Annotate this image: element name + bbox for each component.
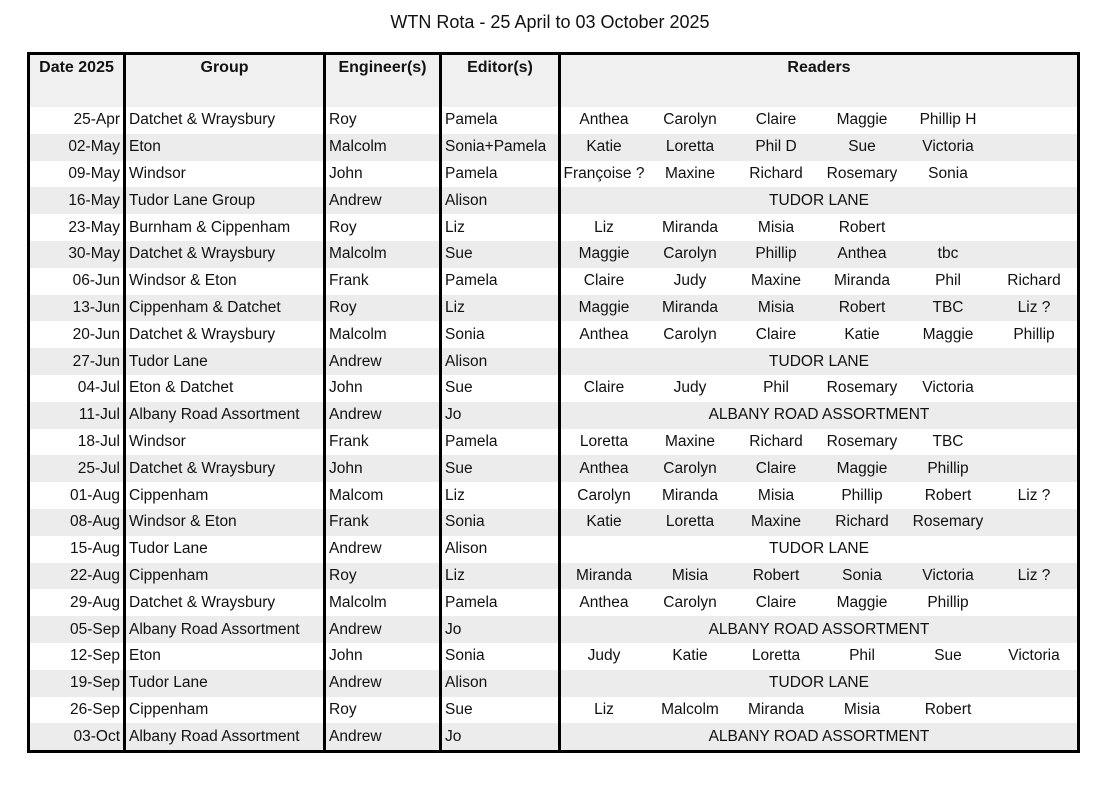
reader-cell <box>991 134 1079 161</box>
table-row <box>29 161 1079 188</box>
reader-cell: Carolyn <box>647 321 733 348</box>
editor-cell: Liz <box>441 214 560 241</box>
reader-cell: Loretta <box>647 134 733 161</box>
editor-cell: Sue <box>441 697 560 724</box>
group-cell: Albany Road Assortment <box>125 616 325 643</box>
page-title: WTN Rota - 25 April to 03 October 2025 <box>390 12 710 32</box>
reader-cell: Misia <box>733 214 819 241</box>
date-cell: 23-May <box>29 214 125 241</box>
engineer-cell: John <box>325 161 441 188</box>
engineer-cell: Andrew <box>325 402 441 429</box>
reader-cell: Katie <box>560 509 648 536</box>
group-cell: Cippenham & Datchet <box>125 295 325 322</box>
reader-cell: Carolyn <box>647 107 733 134</box>
group-cell: Cippenham <box>125 563 325 590</box>
editor-cell: Liz <box>441 482 560 509</box>
table-row <box>29 670 1079 697</box>
reader-cell: Maxine <box>647 429 733 456</box>
date-cell: 04-Jul <box>29 375 125 402</box>
engineer-cell: Malcolm <box>325 589 441 616</box>
date-cell: 15-Aug <box>29 536 125 563</box>
engineer-cell: Frank <box>325 429 441 456</box>
reader-cell <box>991 429 1079 456</box>
group-cell: Eton <box>125 134 325 161</box>
reader-cell: Phillip <box>991 321 1079 348</box>
reader-cell: Anthea <box>560 589 648 616</box>
header-editor: Editor(s) <box>441 54 560 108</box>
engineer-cell: Andrew <box>325 670 441 697</box>
reader-cell: Maggie <box>560 295 648 322</box>
reader-cell: Maggie <box>819 589 905 616</box>
date-cell: 09-May <box>29 161 125 188</box>
engineer-cell: Roy <box>325 214 441 241</box>
reader-cell: tbc <box>905 241 991 268</box>
reader-cell <box>991 697 1079 724</box>
reader-cell: Richard <box>733 429 819 456</box>
reader-cell: Loretta <box>560 429 648 456</box>
reader-cell <box>991 589 1079 616</box>
group-cell: Burnham & Cippenham <box>125 214 325 241</box>
group-cell: Eton <box>125 643 325 670</box>
reader-cell: Richard <box>733 161 819 188</box>
reader-cell: Sue <box>819 134 905 161</box>
header-group: Group <box>125 54 325 108</box>
reader-cell: Phillip <box>905 455 991 482</box>
readers-note-cell: TUDOR LANE <box>560 348 1079 375</box>
reader-cell: Victoria <box>905 375 991 402</box>
table-row <box>29 589 1079 616</box>
reader-cell: Rosemary <box>905 509 991 536</box>
group-cell: Windsor & Eton <box>125 509 325 536</box>
date-cell: 16-May <box>29 187 125 214</box>
group-cell: Cippenham <box>125 482 325 509</box>
reader-cell: Phil <box>819 643 905 670</box>
date-cell: 12-Sep <box>29 643 125 670</box>
table-row <box>29 214 1079 241</box>
reader-cell: Rosemary <box>819 375 905 402</box>
engineer-cell: Roy <box>325 107 441 134</box>
reader-cell: Phillip <box>733 241 819 268</box>
engineer-cell: Andrew <box>325 723 441 751</box>
header-date: Date 2025 <box>29 54 125 108</box>
editor-cell: Pamela <box>441 268 560 295</box>
reader-cell: Anthea <box>560 107 648 134</box>
header-engineer: Engineer(s) <box>325 54 441 108</box>
date-cell: 29-Aug <box>29 589 125 616</box>
reader-cell: Miranda <box>647 482 733 509</box>
reader-cell: Miranda <box>647 214 733 241</box>
reader-cell: Victoria <box>905 134 991 161</box>
editor-cell: Jo <box>441 402 560 429</box>
reader-cell: Phillip <box>819 482 905 509</box>
reader-cell: Maxine <box>647 161 733 188</box>
table-row <box>29 402 1079 429</box>
engineer-cell: Roy <box>325 697 441 724</box>
date-cell: 01-Aug <box>29 482 125 509</box>
editor-cell: Pamela <box>441 589 560 616</box>
table-row <box>29 697 1079 724</box>
readers-note-cell: ALBANY ROAD ASSORTMENT <box>560 402 1079 429</box>
readers-note-cell: TUDOR LANE <box>560 670 1079 697</box>
editor-cell: Pamela <box>441 429 560 456</box>
rota-table <box>27 52 1080 753</box>
table-row <box>29 134 1079 161</box>
engineer-cell: Malcolm <box>325 134 441 161</box>
engineer-cell: Andrew <box>325 616 441 643</box>
group-cell: Datchet & Wraysbury <box>125 455 325 482</box>
reader-cell: Misia <box>819 697 905 724</box>
reader-cell: Sue <box>905 643 991 670</box>
engineer-cell: Andrew <box>325 536 441 563</box>
date-cell: 11-Jul <box>29 402 125 429</box>
reader-cell: Sonia <box>905 161 991 188</box>
engineer-cell: John <box>325 375 441 402</box>
reader-cell <box>991 375 1079 402</box>
table-row <box>29 321 1079 348</box>
readers-note-cell: ALBANY ROAD ASSORTMENT <box>560 616 1079 643</box>
reader-cell: Katie <box>647 643 733 670</box>
reader-cell: Carolyn <box>647 589 733 616</box>
editor-cell: Liz <box>441 563 560 590</box>
reader-cell: Claire <box>733 107 819 134</box>
date-cell: 02-May <box>29 134 125 161</box>
date-cell: 19-Sep <box>29 670 125 697</box>
reader-cell <box>991 455 1079 482</box>
editor-cell: Alison <box>441 187 560 214</box>
reader-cell: Loretta <box>733 643 819 670</box>
engineer-cell: Malcom <box>325 482 441 509</box>
reader-cell <box>991 509 1079 536</box>
reader-cell: Maggie <box>819 107 905 134</box>
reader-cell: Robert <box>819 295 905 322</box>
editor-cell: Alison <box>441 348 560 375</box>
editor-cell: Jo <box>441 616 560 643</box>
reader-cell: Liz ? <box>991 482 1079 509</box>
reader-cell: Maxine <box>733 268 819 295</box>
editor-cell: Pamela <box>441 161 560 188</box>
engineer-cell: Frank <box>325 509 441 536</box>
group-cell: Albany Road Assortment <box>125 402 325 429</box>
engineer-cell: Andrew <box>325 348 441 375</box>
table-row <box>29 455 1079 482</box>
group-cell: Albany Road Assortment <box>125 723 325 751</box>
readers-note-cell: TUDOR LANE <box>560 536 1079 563</box>
header-row <box>29 54 1079 108</box>
reader-cell: Anthea <box>560 455 648 482</box>
reader-cell: Victoria <box>905 563 991 590</box>
reader-cell: Robert <box>819 214 905 241</box>
reader-cell: Miranda <box>733 697 819 724</box>
table-row <box>29 429 1079 456</box>
reader-cell: Richard <box>991 268 1079 295</box>
group-cell: Datchet & Wraysbury <box>125 321 325 348</box>
reader-cell: Richard <box>819 509 905 536</box>
engineer-cell: Malcolm <box>325 241 441 268</box>
reader-cell <box>991 214 1079 241</box>
reader-cell: Phil D <box>733 134 819 161</box>
reader-cell: Miranda <box>647 295 733 322</box>
date-cell: 20-Jun <box>29 321 125 348</box>
reader-cell: Phil <box>905 268 991 295</box>
readers-note-cell: ALBANY ROAD ASSORTMENT <box>560 723 1079 751</box>
reader-cell: Liz ? <box>991 563 1079 590</box>
editor-cell: Alison <box>441 536 560 563</box>
editor-cell: Sonia <box>441 321 560 348</box>
date-cell: 08-Aug <box>29 509 125 536</box>
date-cell: 03-Oct <box>29 723 125 751</box>
reader-cell: Françoise ? <box>560 161 648 188</box>
engineer-cell: Roy <box>325 563 441 590</box>
group-cell: Cippenham <box>125 697 325 724</box>
engineer-cell: Frank <box>325 268 441 295</box>
reader-cell: Anthea <box>819 241 905 268</box>
table-row <box>29 295 1079 322</box>
editor-cell: Sue <box>441 455 560 482</box>
engineer-cell: John <box>325 643 441 670</box>
reader-cell: Rosemary <box>819 161 905 188</box>
group-cell: Datchet & Wraysbury <box>125 241 325 268</box>
engineer-cell: Roy <box>325 295 441 322</box>
reader-cell: Claire <box>733 589 819 616</box>
editor-cell: Sonia+Pamela <box>441 134 560 161</box>
reader-cell: Anthea <box>560 321 648 348</box>
engineer-cell: Malcolm <box>325 321 441 348</box>
reader-cell: Maggie <box>560 241 648 268</box>
reader-cell: Judy <box>647 268 733 295</box>
reader-cell: Maggie <box>819 455 905 482</box>
reader-cell <box>991 107 1079 134</box>
reader-cell: Katie <box>560 134 648 161</box>
reader-cell: Carolyn <box>647 241 733 268</box>
editor-cell: Sonia <box>441 643 560 670</box>
group-cell: Tudor Lane Group <box>125 187 325 214</box>
reader-cell: Phillip <box>905 589 991 616</box>
reader-cell: Claire <box>560 268 648 295</box>
editor-cell: Sue <box>441 375 560 402</box>
date-cell: 30-May <box>29 241 125 268</box>
group-cell: Windsor <box>125 429 325 456</box>
reader-cell: Maxine <box>733 509 819 536</box>
table-row <box>29 616 1079 643</box>
date-cell: 13-Jun <box>29 295 125 322</box>
engineer-cell: Andrew <box>325 187 441 214</box>
date-cell: 26-Sep <box>29 697 125 724</box>
reader-cell: Rosemary <box>819 429 905 456</box>
reader-cell: Judy <box>560 643 648 670</box>
reader-cell: Carolyn <box>647 455 733 482</box>
reader-cell: Claire <box>560 375 648 402</box>
group-cell: Tudor Lane <box>125 348 325 375</box>
reader-cell: Miranda <box>560 563 648 590</box>
table-row <box>29 643 1079 670</box>
group-cell: Datchet & Wraysbury <box>125 107 325 134</box>
reader-cell: Sonia <box>819 563 905 590</box>
group-cell: Tudor Lane <box>125 536 325 563</box>
reader-cell: Loretta <box>647 509 733 536</box>
header-readers: Readers <box>560 54 1079 108</box>
readers-note-cell: TUDOR LANE <box>560 187 1079 214</box>
reader-cell: Misia <box>733 482 819 509</box>
group-cell: Datchet & Wraysbury <box>125 589 325 616</box>
reader-cell: TBC <box>905 429 991 456</box>
date-cell: 06-Jun <box>29 268 125 295</box>
editor-cell: Pamela <box>441 107 560 134</box>
editor-cell: Sue <box>441 241 560 268</box>
table-row <box>29 241 1079 268</box>
reader-cell: Malcolm <box>647 697 733 724</box>
group-cell: Eton & Datchet <box>125 375 325 402</box>
reader-cell: Carolyn <box>560 482 648 509</box>
reader-cell: Robert <box>905 697 991 724</box>
date-cell: 05-Sep <box>29 616 125 643</box>
date-cell: 22-Aug <box>29 563 125 590</box>
reader-cell: Misia <box>733 295 819 322</box>
table-row <box>29 536 1079 563</box>
reader-cell: Phil <box>733 375 819 402</box>
table-row <box>29 482 1079 509</box>
reader-cell <box>991 161 1079 188</box>
reader-cell: Victoria <box>991 643 1079 670</box>
group-cell: Tudor Lane <box>125 670 325 697</box>
date-cell: 27-Jun <box>29 348 125 375</box>
reader-cell: Claire <box>733 321 819 348</box>
reader-cell: Katie <box>819 321 905 348</box>
editor-cell: Sonia <box>441 509 560 536</box>
table-row <box>29 723 1079 751</box>
reader-cell <box>991 241 1079 268</box>
reader-cell: TBC <box>905 295 991 322</box>
editor-cell: Alison <box>441 670 560 697</box>
reader-cell: Phillip H <box>905 107 991 134</box>
table-row <box>29 107 1079 134</box>
reader-cell: Miranda <box>819 268 905 295</box>
rota-body <box>29 107 1079 752</box>
date-cell: 18-Jul <box>29 429 125 456</box>
date-cell: 25-Apr <box>29 107 125 134</box>
reader-cell: Maggie <box>905 321 991 348</box>
reader-cell: Liz <box>560 697 648 724</box>
reader-cell: Robert <box>905 482 991 509</box>
table-row <box>29 187 1079 214</box>
table-row <box>29 375 1079 402</box>
group-cell: Windsor & Eton <box>125 268 325 295</box>
reader-cell: Judy <box>647 375 733 402</box>
editor-cell: Jo <box>441 723 560 751</box>
reader-cell: Liz ? <box>991 295 1079 322</box>
table-row <box>29 268 1079 295</box>
editor-cell: Liz <box>441 295 560 322</box>
table-row <box>29 509 1079 536</box>
engineer-cell: John <box>325 455 441 482</box>
group-cell: Windsor <box>125 161 325 188</box>
reader-cell <box>905 214 991 241</box>
reader-cell: Claire <box>733 455 819 482</box>
date-cell: 25-Jul <box>29 455 125 482</box>
table-row <box>29 563 1079 590</box>
reader-cell: Robert <box>733 563 819 590</box>
table-row <box>29 348 1079 375</box>
reader-cell: Misia <box>647 563 733 590</box>
reader-cell: Liz <box>560 214 648 241</box>
